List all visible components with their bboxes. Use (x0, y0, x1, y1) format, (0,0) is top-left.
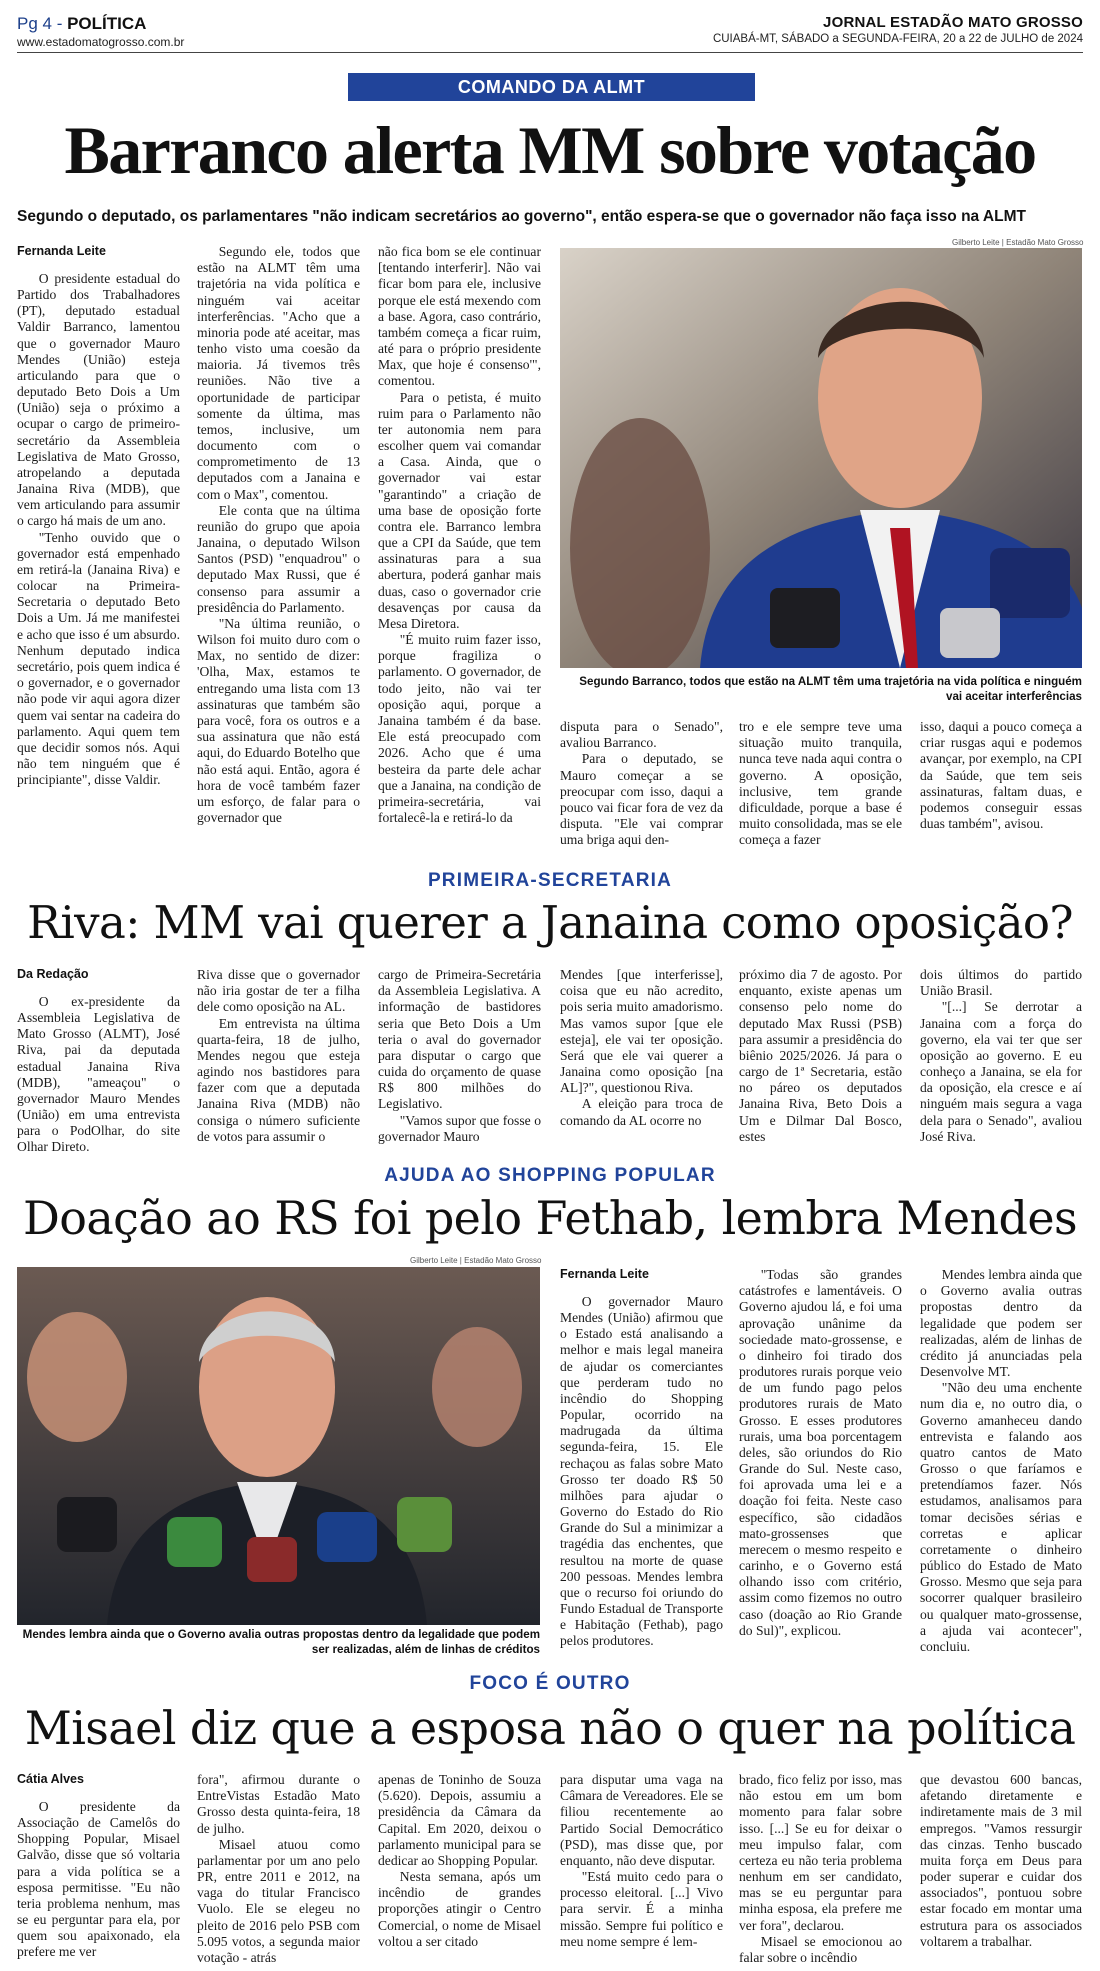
newspaper-name: JORNAL ESTADÃO MATO GROSSO (823, 14, 1083, 31)
paragraph: que devastou 600 bancas, afetando diretamente e indiretamente mais de 3 mil empregos. "Vamos ressurgir das cinzas. Tenho buscado muita força em Deus para poder superar e cuidar dos associados", pontuou sobre estar focado em montar uma estrutura para os associados voltarem a trabalhar. (920, 1772, 1082, 1949)
story3-photo-credit: Gilberto Leite | Estadão Mato Grosso (410, 1256, 542, 1265)
page-header-right (713, 14, 1083, 45)
story4-kicker: FOCO É OUTRO (469, 1673, 631, 1694)
paragraph: Para o petista, é muito ruim para o Parlamento não ter autonomia nem para escolher quem vai comandar a Casa. Ainda, que o governador vai estar "garantindo" a criação de uma base de oposição forte contra ele. Barranco lembra que a CPI da Saúde, que tem assinaturas para a sua abertura, poderá ganhar mais duas, caso o governador crie desavenças por causa da Mesa Diretora. (378, 389, 541, 631)
paragraph: A eleição para troca de comando da AL ocorre no (560, 1096, 723, 1128)
paragraph: fora", afirmou durante o EntreVistas Estadão Mato Grosso desta quinta-feira, 18 de julho. (197, 1772, 360, 1836)
story3-headline: Doação ao RS foi pelo Fethab, lembra Mendes (22, 1191, 1078, 1245)
story1-column-6 (920, 719, 1082, 832)
paragraph: Mendes lembra ainda que o Governo avalia outras propostas dentro da legalidade que podem ser realizadas, além de linhas de crédito já anunciadas pela Desenvolve MT. (920, 1267, 1082, 1380)
story4-column-6 (920, 1772, 1082, 1950)
paragraph: O governador Mauro Mendes (União) afirmou que o Estado está analisando a melhor e mais legal maneira de ajudar os comerciantes que perderam tudo no incêndio do Shopping Popular, ocorrido na madrugada da última segunda-feira, 15. Ele rechaçou as falas sobre Mato Grosso ter doado R$ 50 milhões para ajudar o Governo do Estado do Rio Grande do Sul a minimizar a tragédia das enchentes, que resultou na morte de quase 200 pessoas. Mendes lembra que o recurso foi oriundo do Fundo Estadual de Transporte e Habitação (Fethab), pago pelos produtores. (560, 1293, 723, 1649)
paragraph: brado, fico feliz por isso, mas não estou em um bom momento para falar sobre isso. [...] Se eu for deixar o meu impulso falar, com certeza eu não teria problema nenhum em ser candidato, mas se eu perguntar para minha esposa, ela prefere me ver fora", declarou. (739, 1772, 902, 1933)
paragraph: dois últimos do partido União Brasil. (920, 967, 1082, 999)
site-url[interactable]: www.estadomatogrosso.com.br (17, 35, 185, 49)
paragraph: "Está muito cedo para o processo eleitoral. [...] Vivo para servir. É a minha missão. Sempre fui político e meu nome sempre é lem- (560, 1869, 723, 1949)
paragraph: O presidente da Associação de Camelôs do Shopping Popular, Misael Galvão, disse que só voltaria para a vida política se a esposa permitisse. "Eu não teria problema nenhum, mas se eu perguntar para ela, por quem sou apaixonado, ela prefere me ver (17, 1798, 180, 1960)
paragraph: isso, daqui a pouco começa a criar rusgas aqui e podemos avançar, por exemplo, na CPI da Saúde, que tem seis assinaturas, faltam duas, e podemos conseguir essas duas também", avisou. (920, 719, 1082, 832)
story4-headline: Misael diz que a esposa não o quer na política (24, 1701, 1076, 1755)
story1-photo (560, 248, 1082, 668)
paragraph: para disputar uma vaga na Câmara de Vereadores. Ele se filiou recentemente ao Partido Social Democrático (PSD), mas disse que, por enquanto, não deve disputar. (560, 1772, 723, 1868)
barranco-portrait-image (560, 248, 1082, 668)
paragraph: próximo dia 7 de agosto. Por enquanto, existe apenas um consenso pelo nome do deputado Max Russi (PSB) para assumir a presidência do biênio 2025/2026. Já para o cargo de 1ª Secretaria, estão no páreo os deputados Janaina Riva, Beto Dois a Um e Dilmar Dal Bosco, estes (739, 967, 902, 1144)
story1-headline: Barranco alerta MM sobre votação (64, 112, 1036, 188)
story3-photo-caption: Mendes lembra ainda que o Governo avalia outras propostas dentro da legalidade que podem ser realizadas, além de linhas de créditos (22, 1628, 540, 1657)
paragraph: cargo de Primeira-Secretária da Assembleia Legislativa. A informação de bastidores seria que Beto Dois a Um teria o aval do governador para disputar o cargo que cuida do orçamento de quase R$ 800 milhões do Legislativo. (378, 967, 541, 1112)
story1-byline: Fernanda Leite (17, 244, 106, 258)
paragraph: Misael atuou como parlamentar por um ano pelo PR, entre 2011 e 2012, na vaga do titular Francisco Vuolo. Ele se elegeu no pleito de 2016 pelo PSB com 5.095 votos, a segunda maior votação - atrás (197, 1836, 360, 1965)
section-name: POLÍTICA (67, 14, 147, 33)
story1-subhead: Segundo o deputado, os parlamentares "não indicam secretários ao governo", então espera-se que o governador não faça isso na ALMT (17, 208, 1026, 225)
paragraph: "Tenho ouvido que o governador está empenhado em retirá-la (Janaina Riva) e colocar na Primeira-Secretaria o deputado Beto Dois a Um. Já me manifestei e acho que isso é um absurdo. Nenhum deputado indica secretário, pois quem indica é o governador, e o governador não pode vir aqui agora dizer quem vai sentar na cadeira do parlamento. Aqui quem tem que decidir somos nós. Aqui não tem ninguém que é principiante", disse Valdir. (17, 529, 180, 788)
story2-headline: Riva: MM vai querer a Janaina como oposição? (27, 896, 1073, 949)
story2-column-2 (197, 967, 360, 1145)
story1-column-2 (197, 244, 360, 826)
story1-photo-caption: Segundo Barranco, todos que estão na ALMT têm uma trajetória na vida política e ninguém vai aceitar interferências (579, 675, 1082, 704)
paragraph: O ex-presidente da Assembleia Legislativa de Mato Grosso (ALMT), José Riva, pai da deputada estadual Janaina Riva (MDB), "ameaçou" o governador Mauro Mendes (União) em uma entrevista para o PodOlhar, do site Olhar Direto. (17, 993, 180, 1155)
page-number: Pg 4 (17, 14, 52, 33)
story3-column-3 (920, 1267, 1082, 1655)
story2-kicker: PRIMEIRA-SECRETARIA (427, 870, 673, 891)
story1-photo-credit: Gilberto Leite | Estadão Mato Grosso (952, 238, 1084, 247)
story2-column-6 (920, 967, 1082, 1145)
paragraph: Mendes [que interferisse], coisa que eu não acredito, pois seria muito amadorismo. Mas vamos supor [que ele esteja], ele vai ter oposição. Será que ele vai querer a Janaina como oposição [na AL]?", questionou Riva. (560, 967, 723, 1096)
paragraph: não fica bom se ele continuar [tentando interferir]. Não vai ficar bom para ele, inclusive porque ele está mexendo com a base. Agora, caso contrário, também começa a ficar ruim, até para o próprio presidente Max, que hoje é consenso'", comentou. (378, 244, 541, 389)
page-section-label: Pg 4 - POLÍTICA (17, 14, 147, 33)
story4-column-4 (560, 1772, 723, 1950)
story3-column-2 (739, 1267, 902, 1639)
story1-column-3 (378, 244, 541, 826)
edition-date: CUIABÁ-MT, SÁBADO a SEGUNDA-FEIRA, 20 a 22 de JULHO de 2024 (712, 33, 1083, 45)
story4-column-2 (197, 1772, 360, 1966)
paragraph: Segundo ele, todos que estão na ALMT têm uma trajetória na vida política e ninguém vai aceitar interferências. "Acho que a minoria pode até aceitar, mas tenho visto uma coesão da maioria. Já tivemos três reuniões. Não tive a oportunidade de participar somente da última, mas temos, inclusive, um documento com o comprometimento de 13 deputados com a Janaina e com o Max", comentou. (197, 244, 360, 502)
paragraph: Misael se emocionou ao falar sobre o incêndio (739, 1933, 902, 1965)
story3-column-1 (560, 1267, 723, 1650)
paragraph: "É muito ruim fazer isso, porque fragiliza o parlamento. O governador, de todo jeito, não vai ter oposição aqui, porque a Janaina também é da base. Ele está preocupado com 2026. Acho que é uma besteira da parte dele achar que a Janaina, na condição de primeira-secretária, vai fortalecê-la e retirá-lo da (378, 632, 541, 826)
story3-photo (17, 1267, 540, 1625)
paragraph: tro e ele sempre teve uma situação muito tranquila, nunca teve nada aqui contra o governo. A oposição, inclusive, tem grande dificuldade, porque a base é muito consolidada, mas se ele começa a fazer (739, 719, 902, 848)
mendes-press-image (17, 1267, 540, 1625)
story1-column-5 (739, 719, 902, 848)
paragraph: "[...] Se derrotar a Janaina com a força do governo, ela vai ter que ser oposição ao governo. E eu conheço a Janaina, se ela for da oposição, ela cresce e aí ninguém mais segura a vaga dela para o Senado", avaliou José Riva. (920, 999, 1082, 1144)
story4-column-5 (739, 1772, 902, 1966)
story4-column-1 (17, 1772, 180, 1961)
paragraph: "Vamos supor que fosse o governador Mauro (378, 1112, 541, 1144)
paragraph: Em entrevista na última quarta-feira, 18 de julho, Mendes negou que esteja agindo nos bastidores para fazer com que a deputada Janaina Riva (MDB) não consiga o número suficiente de votos para assumir o (197, 1015, 360, 1144)
story1-kicker: COMANDO DA ALMT (348, 73, 755, 101)
story1-column-4 (560, 719, 723, 848)
story4-column-3 (378, 1772, 541, 1950)
paragraph: Ele conta que na última reunião do grupo que apoia Janaina, o deputado Wilson Santos (PSD) "enquadrou" o deputado Max Russi, que é consenso para assumir a presidência do Parlamento. (197, 502, 360, 615)
story2-column-4 (560, 967, 723, 1129)
story4-byline: Cátia Alves (17, 1772, 84, 1786)
page-header-left (17, 14, 184, 49)
story2-column-3 (378, 967, 541, 1145)
paragraph: "Não deu uma enchente num dia e, no outro dia, o Governo amanheceu dando entrevista e falando aos quatro cantos de Mato Grosso o que faríamos e pretendíamos fazer. Nós estudamos, analisamos para tomar decisões sérias e corretas e aplicar corretamente o dinheiro público do Estado de Mato Grosso. Mesmo que seja para socorrer qualquer brasileiro ou qualquer mato-grossense, a ajuda vai acontecer", concluiu. (920, 1380, 1082, 1654)
paragraph: "Na última reunião, o Wilson foi muito duro com o Max, no sentido de dizer: 'Olha, Max, estamos te entregando uma lista com 13 assinaturas que também são para você, fora os outros e a sua assinatura que não está aqui, do Eduardo Botelho que não está aqui. Então, agora é hora de você também fazer um esforço, de falar para o governador que (197, 615, 360, 826)
paragraph: disputa para o Senado", avaliou Barranco. (560, 719, 723, 751)
story2-byline: Da Redação (17, 967, 89, 981)
paragraph: Para o deputado, se Mauro começar a se preocupar com isso, daqui a pouco vai ficar fora de vez da disputa. "Ele vai comprar uma briga aqui den- (560, 751, 723, 848)
story3-byline: Fernanda Leite (560, 1267, 649, 1281)
story2-column-5 (739, 967, 902, 1145)
story1-column-1 (17, 244, 180, 788)
paragraph: Riva disse que o governador não iria gostar de ter a filha dele como oposição na AL. (197, 967, 360, 1015)
header-divider (17, 52, 1083, 53)
paragraph: O presidente estadual do Partido dos Trabalhadores (PT), deputado estadual Valdir Barranco, lamentou que o governador Mauro Mendes (União) esteja articulando para que o deputado Beto Dois a Um (União) seja o próximo a ocupar o cargo de primeiro-secretário da Assembleia Legislativa de Mato Grosso, atropelando a deputada Janaina Riva (MDB), que vem articulando para assumir o cargo há mais de um ano. (17, 270, 180, 529)
paragraph: apenas de Toninho de Souza (5.620). Depois, assumiu a presidência da Câmara da Capital. Em 2020, deixou o parlamento municipal para se dedicar ao Shopping Popular. (378, 1772, 541, 1868)
paragraph: Nesta semana, após um incêndio de grandes proporções atingir o Centro Comercial, o nome de Misael voltou a ser citado (378, 1869, 541, 1949)
paragraph: "Todas são grandes catástrofes e lamentáveis. O Governo ajudou lá, e foi uma aprovação unânime da sociedade mato-grossense, e o dinheiro foi tirado dos produtores rurais porque veio de um fundo pago pelos produtores rurais de Mato Grosso. E esses produtores rurais, uma boa porcentagem deles, são oriundos do Rio Grande do Sul. Neste caso, foi aprovada uma lei e a doação foi feita. Neste caso específico, são cidadãos mato-grossenses que merecem o mesmo respeito e carinho, e o Governo está olhando isso com critério, assim como fizemos no outro caso (doação ao Rio Grande do Sul)", explicou. (739, 1267, 902, 1638)
story2-column-1 (17, 967, 180, 1156)
story3-kicker: AJUDA AO SHOPPING POPULAR (384, 1165, 716, 1186)
